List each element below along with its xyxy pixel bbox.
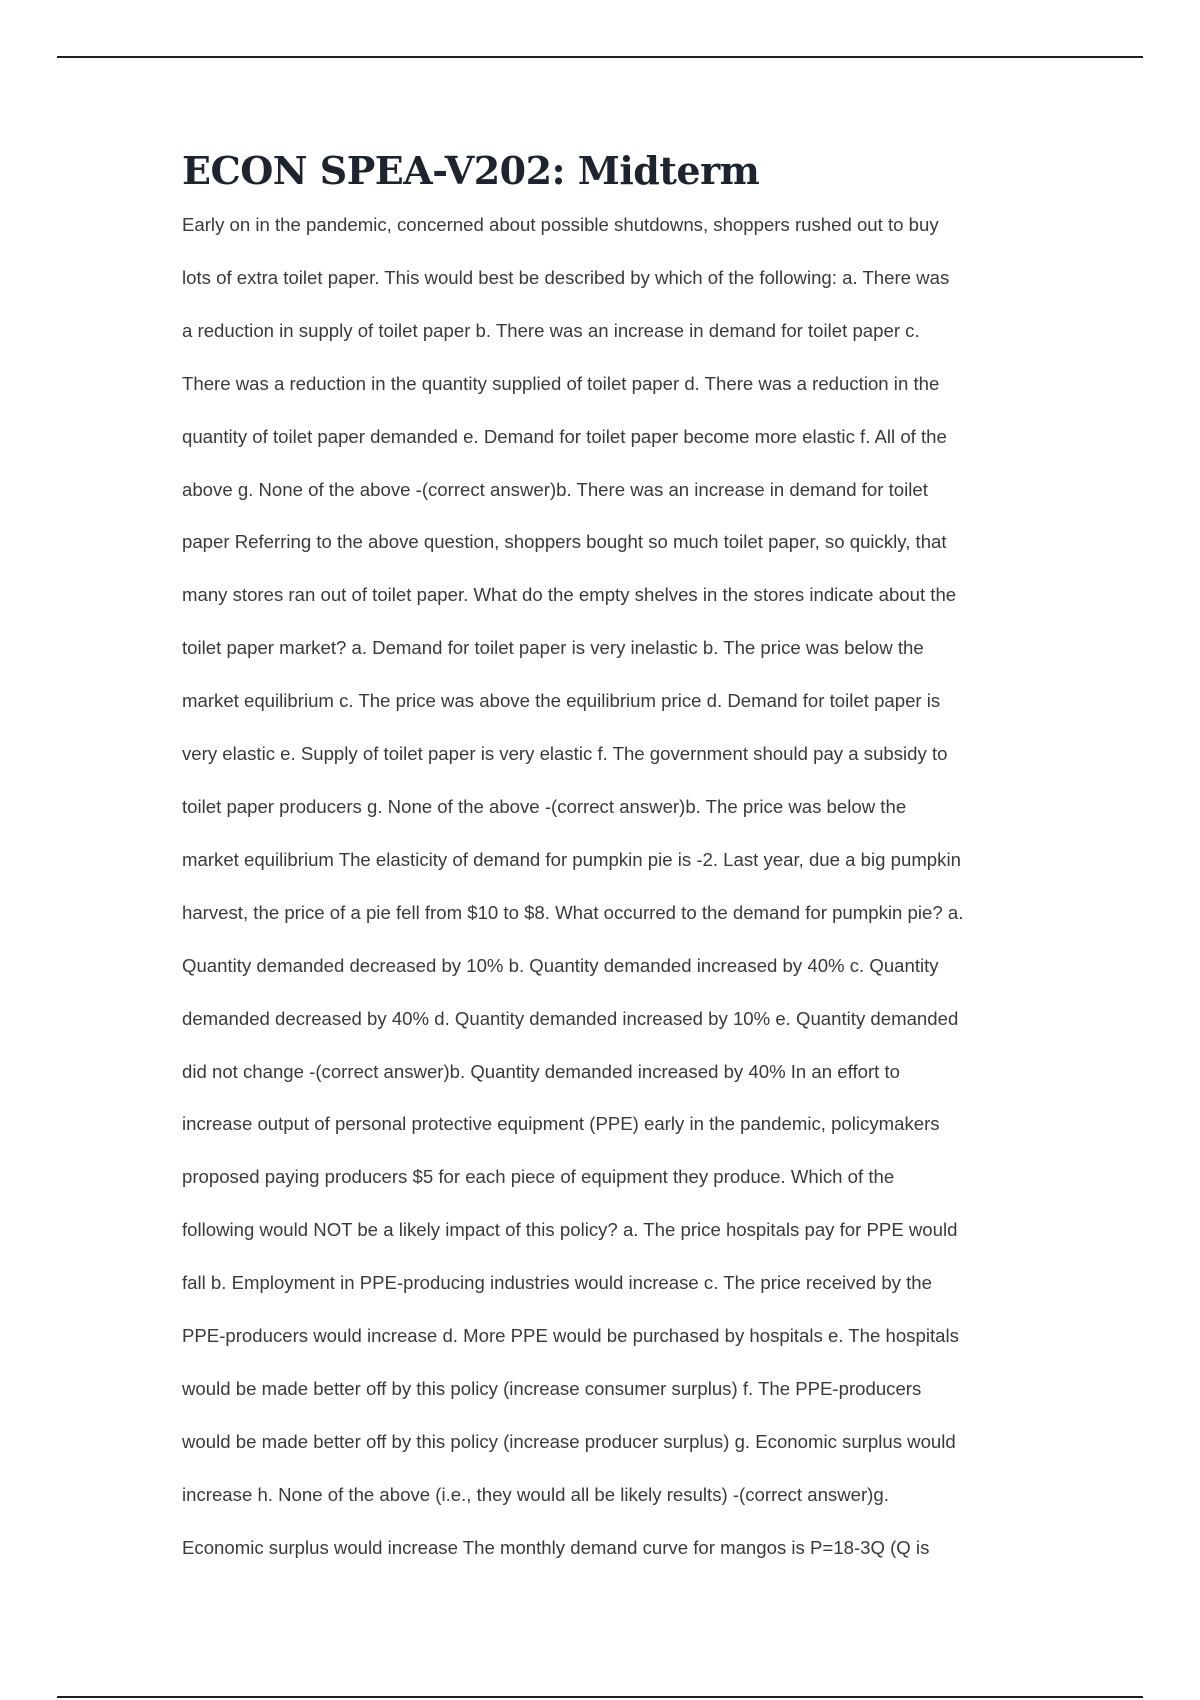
text-line: many stores ran out of toilet paper. What do the empty shelves in the stores indicate about the	[182, 584, 957, 606]
text-line: lots of extra toilet paper. This would best be described by which of the following: a. There was	[182, 266, 950, 288]
text-line: did not change -(correct answer)b. Quantity demanded increased by 40% In an effort to	[182, 1060, 900, 1082]
text-line: quantity of toilet paper demanded e. Demand for toilet paper become more elastic f. All of the	[182, 425, 947, 447]
text-line: harvest, the price of a pie fell from $10 to $8. What occurred to the demand for pumpkin pie? a.	[182, 901, 964, 923]
document-body	[182, 145, 1028, 1575]
top-divider	[57, 56, 1143, 58]
text-line: very elastic e. Supply of toilet paper is very elastic f. The government should pay a subsidy to	[182, 743, 948, 765]
bottom-divider	[57, 1696, 1143, 1698]
document-title: ECON SPEA-V202: Midterm	[182, 148, 760, 193]
text-line: following would NOT be a likely impact of this policy? a. The price hospitals pay for PPE would	[182, 1219, 958, 1241]
text-line: a reduction in supply of toilet paper b. There was an increase in demand for toilet paper c.	[182, 319, 920, 341]
text-line: increase output of personal protective equipment (PPE) early in the pandemic, policymakers	[182, 1113, 940, 1135]
text-line: Early on in the pandemic, concerned about possible shutdowns, shoppers rushed out to buy	[182, 214, 939, 235]
text-line: paper Referring to the above question, shoppers bought so much toilet paper, so quickly, that	[182, 531, 947, 553]
text-line: market equilibrium c. The price was above the equilibrium price d. Demand for toilet paper is	[182, 690, 941, 712]
text-line: would be made better off by this policy (increase producer surplus) g. Economic surplus would	[182, 1430, 956, 1452]
text-line: There was a reduction in the quantity supplied of toilet paper d. There was a reduction in the	[182, 372, 940, 394]
text-line: Quantity demanded decreased by 10% b. Quantity demanded increased by 40% c. Quantity	[182, 954, 939, 976]
body-text	[182, 199, 1028, 1575]
text-line: above g. None of the above -(correct answer)b. There was an increase in demand for toilet	[182, 478, 928, 500]
text-line: market equilibrium The elasticity of demand for pumpkin pie is -2. Last year, due a big pumpkin	[182, 848, 961, 870]
text-line: demanded decreased by 40% d. Quantity demanded increased by 10% e. Quantity demanded	[182, 1007, 959, 1029]
text-line: would be made better off by this policy (increase consumer surplus) f. The PPE-producers	[182, 1377, 922, 1399]
text-line: toilet paper producers g. None of the above -(correct answer)b. The price was below the	[182, 795, 907, 817]
text-line: fall b. Employment in PPE-producing industries would increase c. The price received by the	[182, 1272, 932, 1294]
text-line: PPE-producers would increase d. More PPE would be purchased by hospitals e. The hospitals	[182, 1325, 959, 1347]
text-line: proposed paying producers $5 for each piece of equipment they produce. Which of the	[182, 1166, 895, 1188]
text-line: toilet paper market? a. Demand for toilet paper is very inelastic b. The price was below the	[182, 637, 924, 659]
text-line: increase h. None of the above (i.e., they would all be likely results) -(correct answer)g.	[182, 1483, 889, 1505]
text-line: Economic surplus would increase The monthly demand curve for mangos is P=18-3Q (Q is	[182, 1536, 930, 1558]
